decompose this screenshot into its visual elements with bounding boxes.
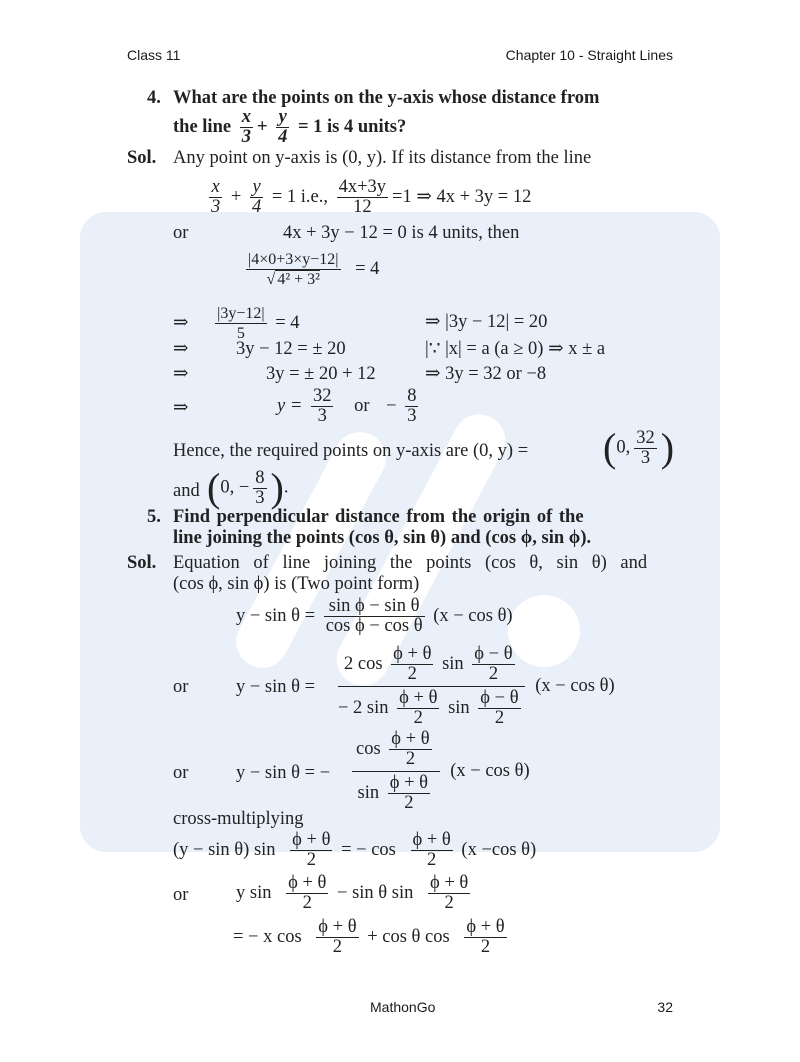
frac-den: 2 [413, 708, 423, 728]
frac-den: 2 [332, 937, 343, 957]
q4-line2-pre: the line [173, 116, 232, 137]
implies-arrow: ⇒ [173, 312, 189, 333]
frac-num: ϕ + θ [466, 917, 505, 937]
q5-eq3-lead: or [173, 763, 189, 783]
q5-eq3-frac [352, 730, 530, 813]
q4-eq7-arrow: ⇒ [173, 398, 189, 418]
footer-brand: MathonGo [370, 999, 436, 1015]
q5-cross-label: cross-multiplying [173, 809, 304, 829]
q4-eq4-right: ⇒ |3y − 12| = 20 [425, 312, 548, 332]
frac-den: 3 [241, 127, 251, 147]
q4-eq3: $\frac{|4\times 0+3\times y-12|}{\text{√ 4² + 3²}}$ = 4 [248, 251, 380, 288]
q5-sol-line1: Equation of line joining the points (cos θ, sin θ) and [173, 553, 648, 573]
header-class-label: Class 11 [127, 47, 181, 63]
eq-rhs: = 4 [275, 312, 300, 333]
frac-num: ϕ − θ [480, 688, 519, 708]
frac-den: 2 [480, 937, 491, 957]
frac-den: 2 [404, 793, 414, 813]
frac-den: 5 [236, 325, 245, 342]
eq-rhs: (x − cos θ) [450, 760, 530, 781]
frac-num: 32 [312, 386, 332, 406]
q5-eq2-frac [338, 645, 615, 728]
den-a: − 2 sin [338, 697, 389, 718]
frac-den: 2 [405, 749, 416, 769]
frac-den: 3 [211, 197, 221, 217]
frac-num: ϕ + θ [391, 729, 430, 749]
num-a: 2 cos [343, 653, 383, 674]
plus: + [230, 186, 242, 207]
frac-den: 2 [306, 850, 316, 870]
q5-eq2-lhs: y − sin θ = [236, 677, 316, 697]
q4-eq5: 3y − 12 = ± 20 [236, 339, 346, 359]
num-a: cos [356, 738, 381, 759]
minus: − [386, 395, 397, 416]
q4-eq2-lead: or [173, 223, 189, 243]
den-b: sin [448, 697, 470, 718]
q4-and: and [173, 481, 200, 501]
frac-num: 8 [255, 467, 265, 488]
num-b: sin [442, 653, 464, 674]
frac-num: y [276, 108, 289, 128]
period: . [283, 477, 289, 498]
question-5-number: 5. [147, 507, 161, 527]
frac-den: 4 [251, 197, 262, 217]
point-x: 0, [616, 437, 631, 458]
page-number: 32 [657, 999, 673, 1015]
frac-num: 8 [407, 386, 417, 406]
frac-den: 2 [302, 893, 312, 913]
term-a: = − x cos [233, 926, 302, 947]
question-4-line1: What are the points on the y-axis whose distance from [173, 88, 600, 108]
q4-eq2: 4x + 3y − 12 = 0 is 4 units, then [283, 223, 520, 243]
frac-num: sin ϕ − sin θ [324, 597, 425, 617]
frac-num: ϕ + θ [399, 688, 438, 708]
eq-lhs: y = [277, 395, 303, 416]
term-b: − sin θ sin [337, 882, 414, 903]
q5-eq5-lead: or [173, 885, 189, 905]
solution-label: Sol. [127, 148, 157, 168]
frac-num: |4×0+3×y−12| [248, 251, 339, 268]
q4-eq5-right: |∵ |x| = a (a ≥ 0) ⇒ x ± a [425, 339, 606, 359]
question-4-number: 4. [147, 88, 161, 108]
frac-num: ϕ + θ [292, 830, 331, 850]
q4-line2-post: = 1 is 4 units? [298, 116, 407, 137]
q5-eq2-lead: or [173, 677, 189, 697]
frac-num: ϕ + θ [412, 830, 451, 850]
frac-den: 3 [255, 487, 265, 508]
q4-eq1 [205, 178, 531, 217]
frac-num: ϕ + θ [393, 644, 432, 664]
q4-eq6: 3y = ± 20 + 12 [266, 364, 376, 384]
frac-num: |3y−12| [217, 305, 265, 322]
eq-tail: =1 ⇒ 4x + 3y = 12 [392, 186, 532, 207]
frac-num: 32 [636, 427, 655, 448]
eq-rhs: (x − cos θ) [433, 605, 513, 626]
q5-eq5 [236, 874, 474, 913]
frac-num: 4x+3y [338, 177, 387, 197]
term-b: + cos θ cos [367, 926, 450, 947]
eq-mid: = − cos [341, 839, 396, 860]
q5-sol-line2: (cos ϕ, sin ϕ) is (Two point form) [173, 574, 420, 594]
eq-rhs: = 4 [355, 258, 380, 279]
sqrt-radicand: 4² + 3² [277, 271, 320, 288]
solution-label: Sol. [127, 553, 157, 573]
q4-eq6-right: ⇒ 3y = 32 or −8 [425, 364, 547, 384]
frac-den: 2 [494, 708, 505, 728]
q5-eq4 [173, 831, 536, 870]
q4-sol-line1: Any point on y-axis is (0, y). If its distance from the line [173, 148, 592, 168]
eq-mid: = 1 i.e., [271, 186, 328, 207]
frac-num: ϕ + θ [318, 917, 357, 937]
q4-eq6-arrow: ⇒ [173, 364, 189, 384]
question-5-line1: Find perpendicular distance from the origin of the [173, 507, 584, 527]
point-x: 0, − [220, 477, 250, 498]
frac-den: 2 [427, 850, 437, 870]
frac-den: 2 [407, 664, 417, 684]
frac-den: 3 [640, 447, 651, 468]
q4-eq7 [277, 387, 422, 426]
eq-rhs: (x −cos θ) [461, 839, 537, 860]
q4-conclusion: Hence, the required points on y-axis are (0, y) = [173, 441, 529, 461]
q4-point1: (0, $\frac{32}{3}$ ) [603, 425, 675, 470]
frac-num: x [241, 107, 251, 127]
eq-rhs: (x − cos θ) [535, 675, 615, 696]
frac-den: 3 [407, 406, 417, 426]
eq-lhs: (y − sin θ) sin [173, 839, 276, 860]
question-5-line2: line joining the points (cos θ, sin θ) and (cos ϕ, sin ϕ). [173, 528, 592, 548]
frac-den: 4 [278, 127, 288, 147]
frac-den: 2 [444, 893, 454, 913]
q5-eq1 [236, 597, 513, 636]
den-a: sin [357, 782, 380, 803]
frac-num: y [250, 178, 263, 198]
term-a: y sin [236, 882, 272, 903]
q4-point2: (0, − $\frac{8}{3}$ ). [207, 465, 289, 510]
frac-den: 3 [317, 406, 327, 426]
q5-eq3-lhs: y − sin θ = − [236, 763, 331, 783]
q4-eq5-arrow: ⇒ [173, 339, 189, 359]
frac-num: ϕ − θ [474, 644, 513, 664]
eq-lhs: y − sin θ = [236, 605, 316, 626]
frac-den: 12 [353, 197, 372, 217]
header-chapter-title: Chapter 10 - Straight Lines [505, 47, 673, 63]
q5-eq6 [233, 918, 511, 957]
frac-num: ϕ + θ [389, 773, 429, 793]
frac-den: 2 [488, 664, 499, 684]
frac-den: cos ϕ − cos θ [325, 616, 423, 636]
or-word: or [354, 395, 370, 416]
question-4-line2: the line $\frac{x}{3}$ + $\frac{y}{4}$ = 1 is 4 units? [173, 107, 407, 147]
frac-num: ϕ + θ [288, 873, 327, 893]
frac-num: ϕ + θ [430, 873, 469, 893]
frac-num: x [209, 178, 222, 198]
